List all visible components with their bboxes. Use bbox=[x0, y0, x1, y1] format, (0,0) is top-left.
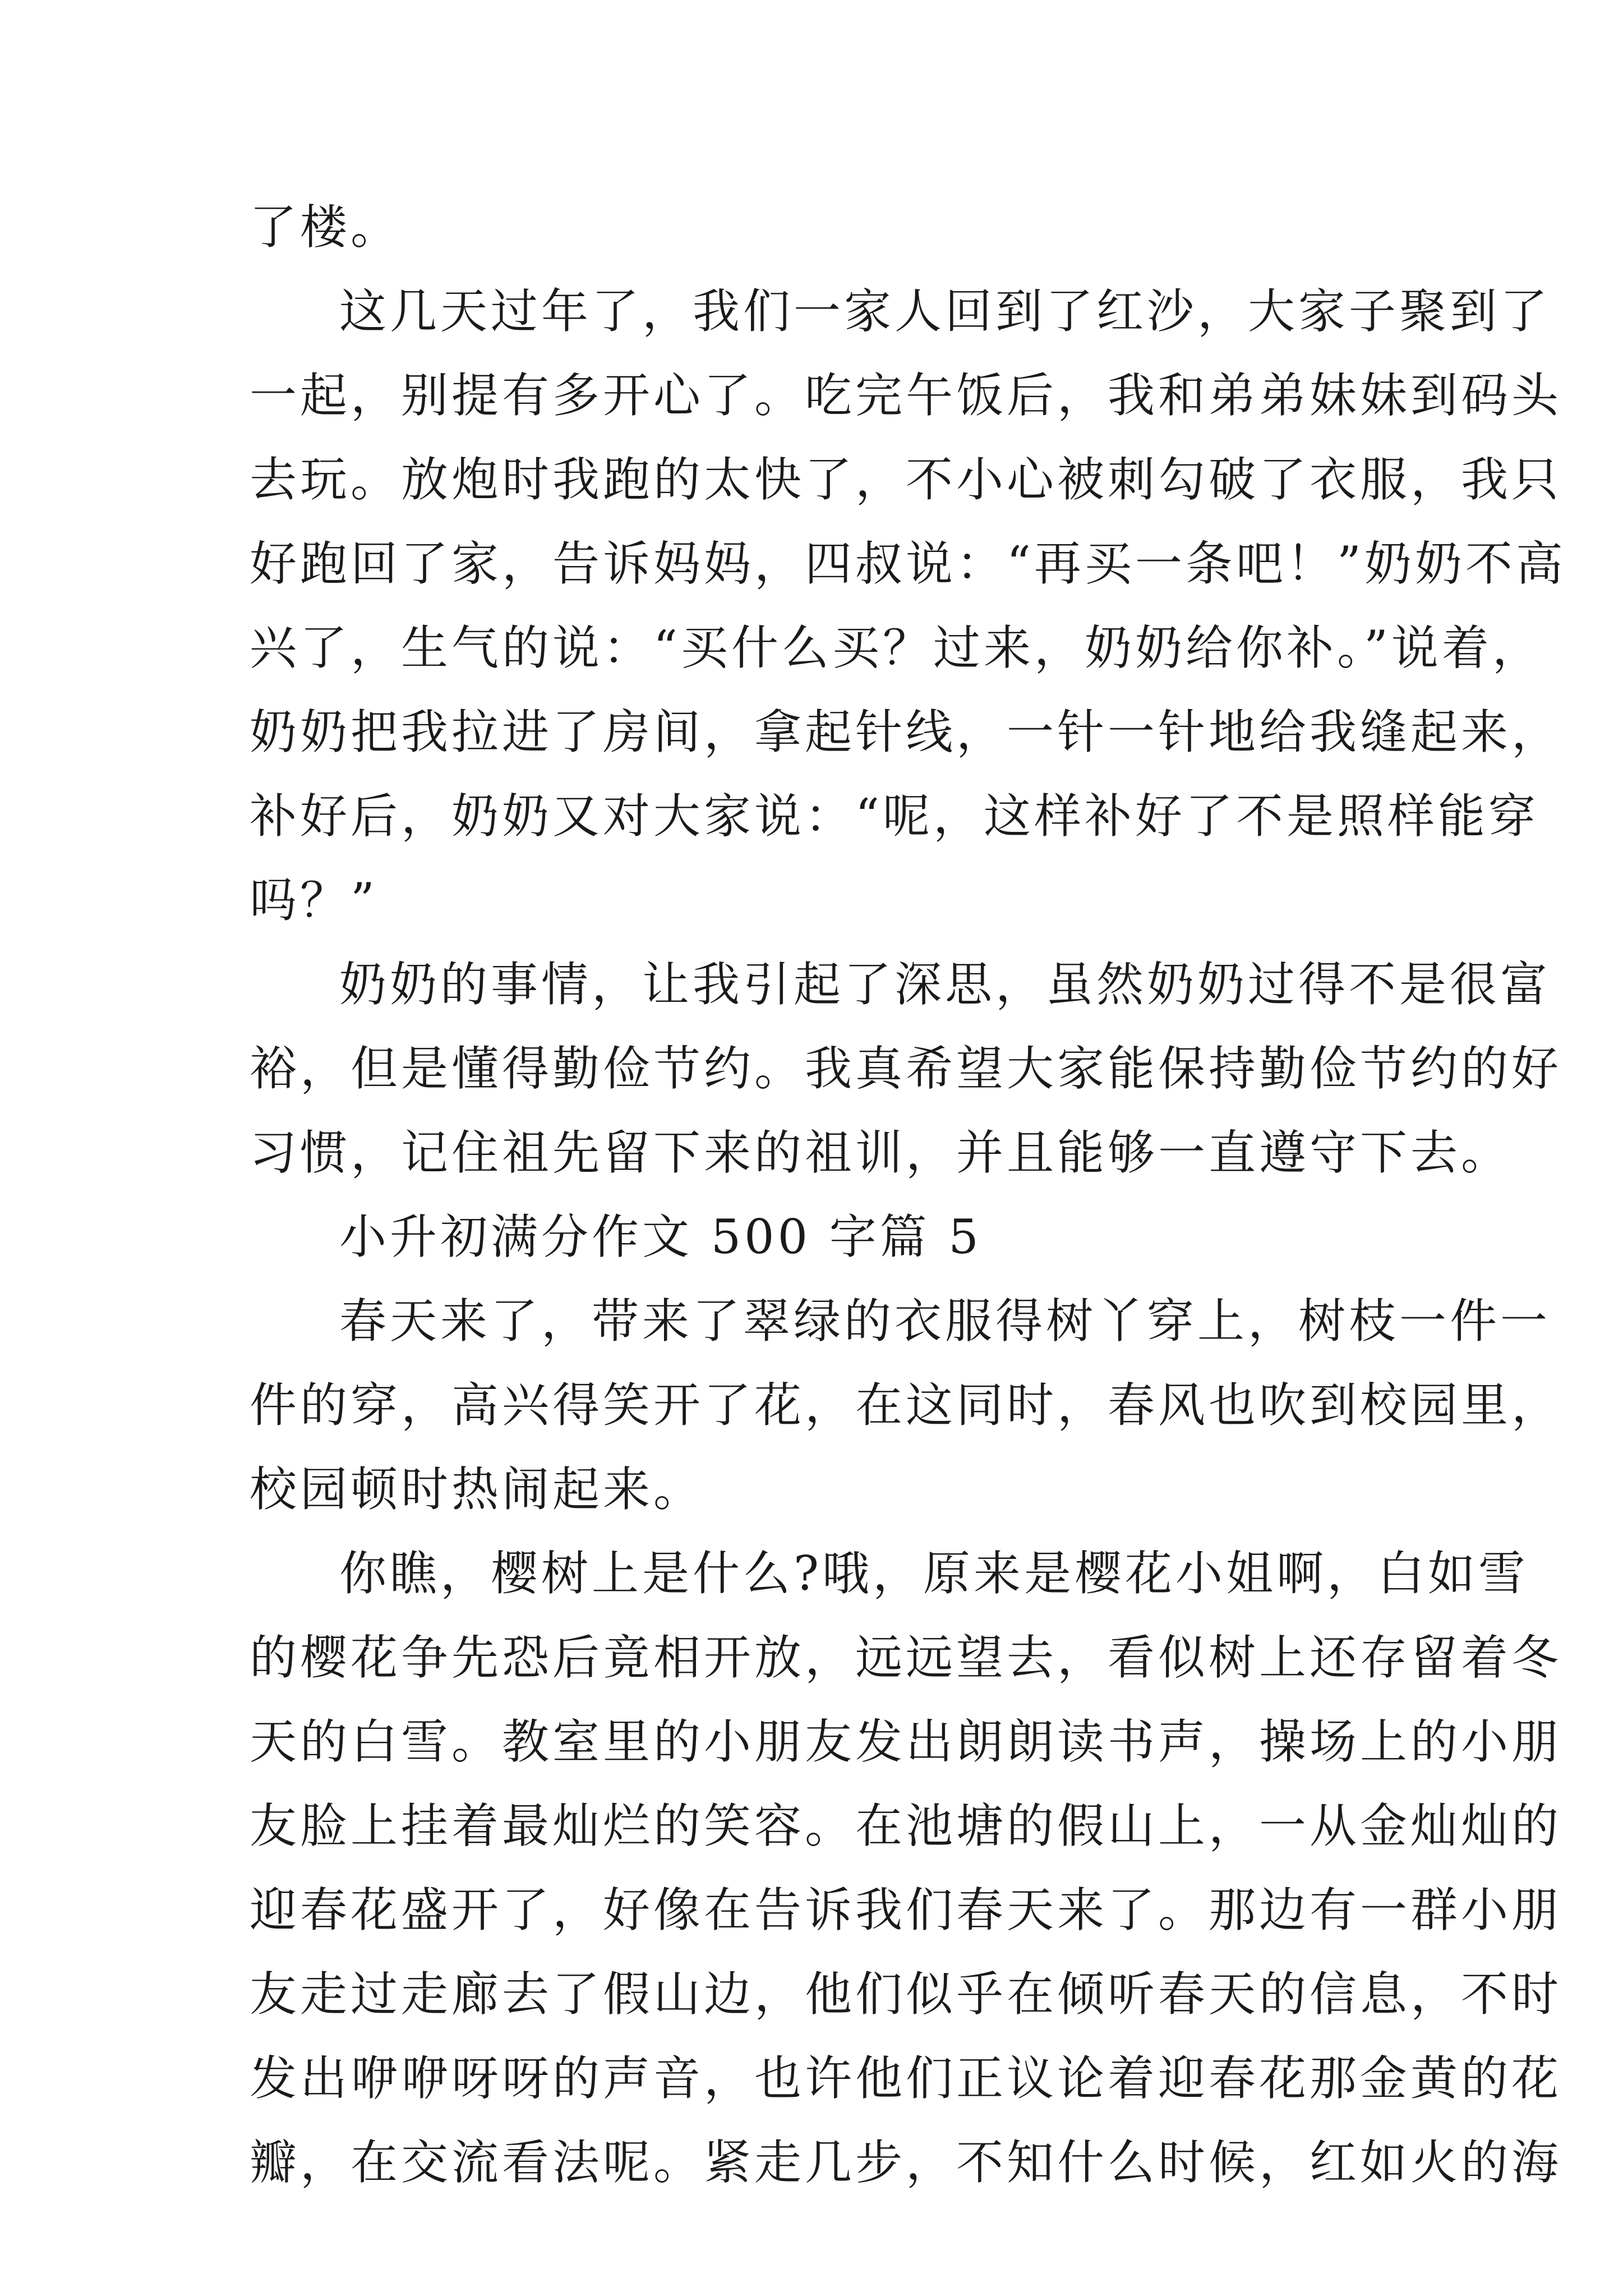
text-line: 奶奶把我拉进了房间，拿起针线，一针一针地给我缝起来， bbox=[250, 705, 1562, 760]
paragraph-start-line: 奶奶的事情，让我引起了深思，虽然奶奶过得不是很富 bbox=[339, 957, 1551, 1012]
text-line: 校园顿时热闹起来。 bbox=[250, 1462, 704, 1517]
text-line: 瓣，在交流看法呢。紧走几步，不知什么时候，红如火的海 bbox=[250, 2135, 1562, 2190]
text-line: 吗？” bbox=[250, 873, 378, 928]
document-body bbox=[250, 185, 1566, 2205]
text-line: 友走过走廊去了假山边，他们似乎在倾听春天的信息，不时 bbox=[250, 1967, 1562, 2022]
text-line: 好跑回了家，告诉妈妈，四叔说：“再买一条吧！”奶奶不高 bbox=[250, 536, 1566, 591]
text-line: 发出咿咿呀呀的声音，也许他们正议论着迎春花那金黄的花 bbox=[250, 2051, 1562, 2106]
text-line: 了楼。 bbox=[250, 200, 402, 255]
paragraph-start-line: 你瞧，樱树上是什么?哦，原来是樱花小姐啊，白如雪 bbox=[339, 1546, 1529, 1601]
text-line: 的樱花争先恐后竟相开放，远远望去，看似树上还存留着冬 bbox=[250, 1630, 1562, 1685]
text-line: 裕，但是懂得勤俭节约。我真希望大家能保持勤俭节约的好 bbox=[250, 1041, 1562, 1096]
text-line: 件的穿，高兴得笑开了花，在这同时，春风也吹到校园里， bbox=[250, 1378, 1562, 1433]
section-heading: 小升初满分作文 500 字篇 5 bbox=[339, 1209, 982, 1264]
text-line: 兴了，生气的说：“买什么买？过来，奶奶给你补。”说着， bbox=[250, 620, 1543, 675]
paragraph-start-line: 春天来了，带来了翠绿的衣服得树丫穿上，树枝一件一 bbox=[339, 1294, 1551, 1349]
text-line: 迎春花盛开了，好像在告诉我们春天来了。那边有一群小朋 bbox=[250, 1883, 1562, 1938]
text-line: 一起，别提有多开心了。吃完午饭后，我和弟弟妹妹到码头 bbox=[250, 368, 1562, 423]
paragraph-start-line: 这几天过年了，我们一家人回到了红沙，大家子聚到了 bbox=[339, 284, 1551, 339]
text-line: 补好后，奶奶又对大家说：“呢，这样补好了不是照样能穿 bbox=[250, 789, 1539, 844]
text-line: 习惯，记住祖先留下来的祖训，并且能够一直遵守下去。 bbox=[250, 1125, 1512, 1180]
text-line: 去玩。放炮时我跑的太快了，不小心被刺勾破了衣服，我只 bbox=[250, 452, 1562, 507]
text-line: 友脸上挂着最灿烂的笑容。在池塘的假山上，一从金灿灿的 bbox=[250, 1798, 1562, 1853]
text-line: 天的白雪。教室里的小朋友发出朗朗读书声，操场上的小朋 bbox=[250, 1714, 1562, 1769]
